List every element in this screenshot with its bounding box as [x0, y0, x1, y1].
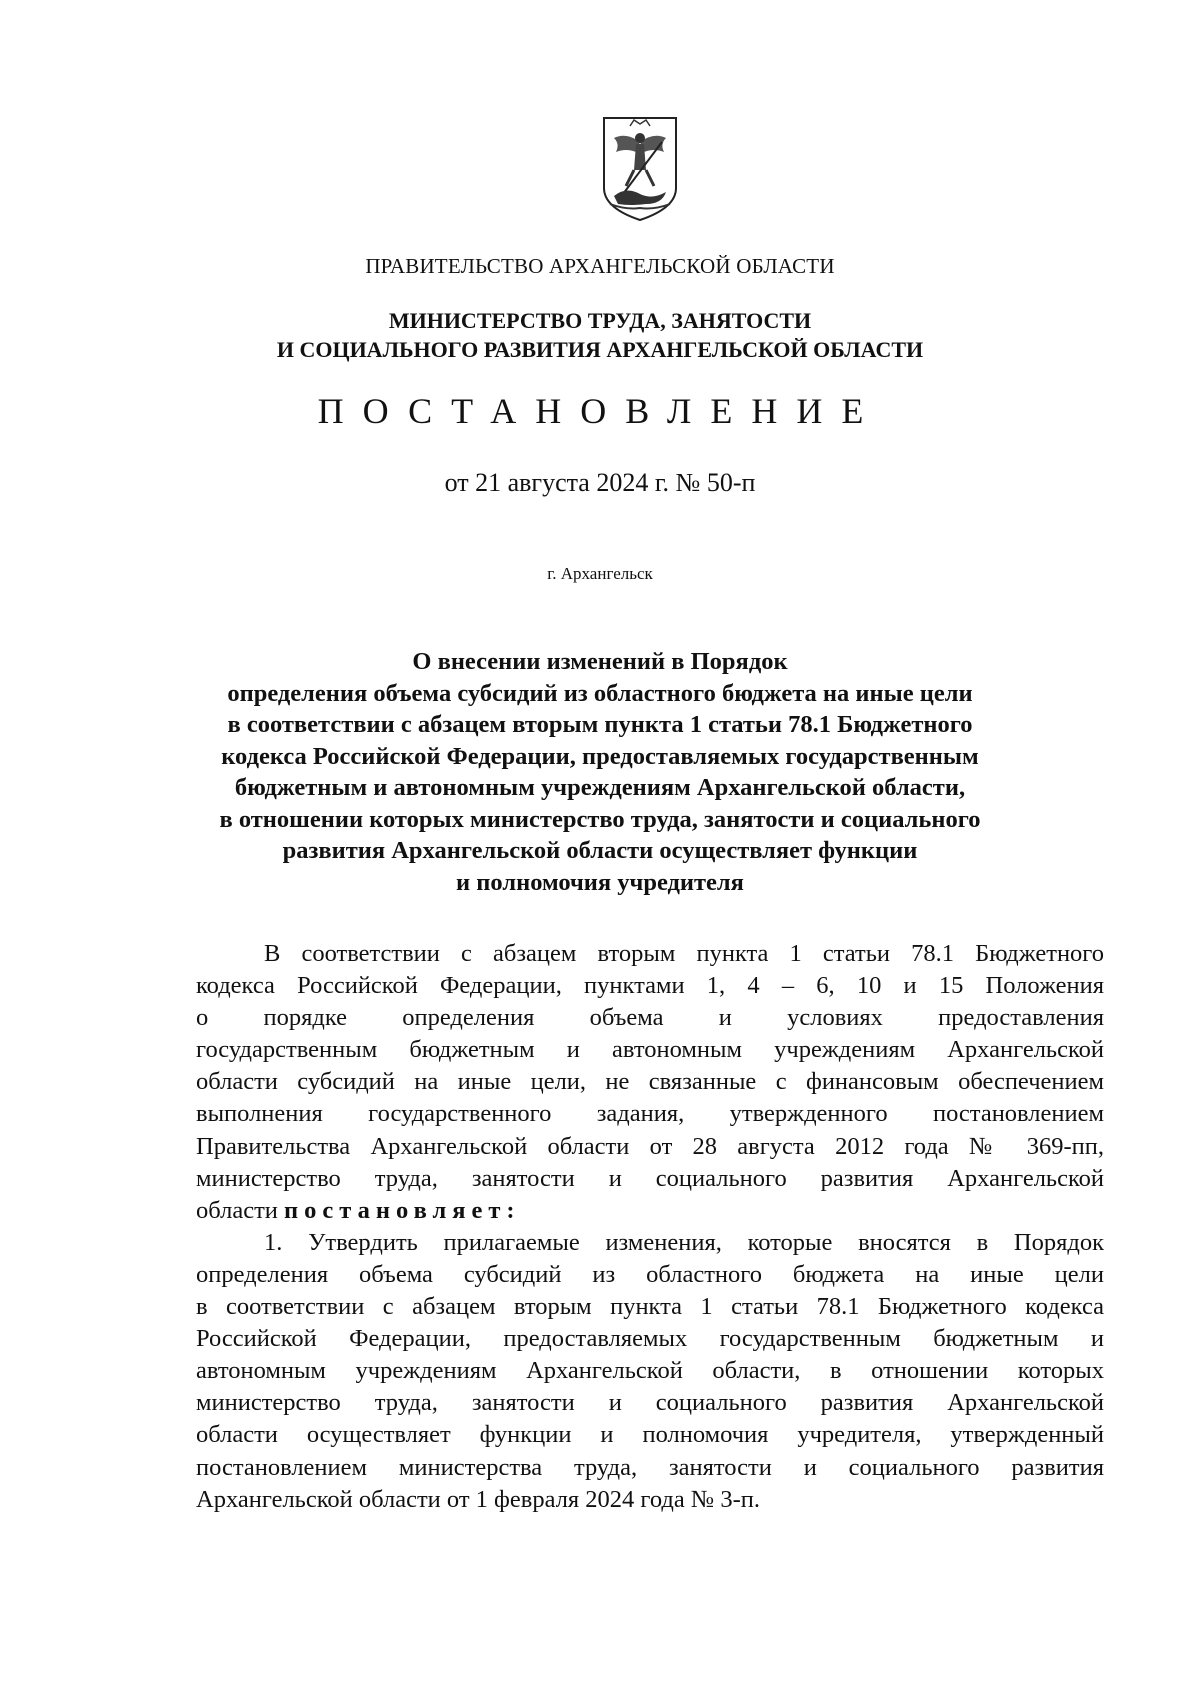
title-line: кодекса Российской Федерации, предоставляемых государственным: [221, 742, 979, 770]
body-line-text: области: [196, 1196, 278, 1224]
title-line: в отношении которых министерство труда, занятости и социального: [219, 805, 981, 833]
body-line: о порядке определения объема и условиях предоставления: [196, 1004, 1104, 1032]
body-line: Архангельской области от 1 февраля 2024 года № 3-п.: [196, 1485, 761, 1513]
document-title: [0, 646, 1200, 898]
ministry-line: МИНИСТЕРСТВО ТРУДА, ЗАНЯТОСТИ: [388, 308, 812, 333]
body-line: министерство труда, занятости и социального развития Архангельской: [196, 1164, 1104, 1192]
title-line: определения объема субсидий из областного бюджета на иные цели: [227, 679, 973, 707]
body-line: постановлением министерства труда, занятости и социального развития: [196, 1453, 1104, 1481]
document-body: [196, 938, 1104, 1516]
preamble-paragraph: [196, 938, 1104, 1227]
title-line: развития Архангельской области осуществляет функции: [282, 837, 918, 864]
ministry-line: И СОЦИАЛЬНОГО РАЗВИТИЯ АРХАНГЕЛЬСКОЙ ОБЛАСТИ: [276, 337, 924, 362]
body-line: в соответствии с абзацем вторым пункта 1 статьи 78.1 Бюджетного кодекса: [196, 1293, 1104, 1321]
title-line: в соответствии с абзацем вторым пункта 1 статьи 78.1 Бюджетного: [227, 711, 973, 738]
item-1-paragraph: [196, 1227, 1104, 1516]
body-line: Российской Федерации, предоставляемых государственным бюджетным и: [196, 1325, 1104, 1353]
title-line: и полномочия учредителя: [456, 868, 744, 896]
document-type: ПОСТАНОВЛЕНИЕ: [317, 391, 883, 431]
title-line: бюджетным и автономным учреждениям Архангельской области,: [234, 774, 966, 801]
resolves-word: постановляет:: [284, 1196, 521, 1224]
body-line: области субсидий на иные цели, не связанные с финансовым обеспечением: [196, 1068, 1104, 1096]
title-line: О внесении изменений в Порядок: [412, 648, 788, 675]
body-line: В соответствии с абзацем вторым пункта 1 статьи 78.1 Бюджетного: [264, 940, 1104, 967]
coat-of-arms-icon: [596, 112, 684, 224]
body-line: кодекса Российской Федерации, пунктами 1, 4 – 6, 10 и 15 Положения: [196, 972, 1104, 1000]
body-line: 1. Утвердить прилагаемые изменения, которые вносятся в Порядок: [264, 1228, 1104, 1256]
body-line: выполнения государственного задания, утвержденного постановлением: [196, 1100, 1104, 1128]
government-name: ПРАВИТЕЛЬСТВО АРХАНГЕЛЬСКОЙ ОБЛАСТИ: [365, 254, 835, 278]
body-line: определения объема субсидий из областного бюджета на иные цели: [196, 1260, 1104, 1288]
body-line: автономным учреждениям Архангельской области, в отношении которых: [196, 1357, 1104, 1385]
document-city: г. Архангельск: [547, 564, 653, 583]
ministry-name: [0, 306, 1200, 364]
body-line: [196, 1195, 1104, 1227]
body-line: области осуществляет функции и полномочия учредителя, утвержденный: [196, 1421, 1104, 1449]
body-line: Правительства Архангельской области от 28 августа 2012 года № 369-пп,: [196, 1132, 1104, 1160]
document-date-number: от 21 августа 2024 г. № 50-п: [444, 468, 756, 497]
body-line: государственным бюджетным и автономным учреждениям Архангельской: [196, 1036, 1104, 1064]
body-line: министерство труда, занятости и социального развития Архангельской: [196, 1389, 1104, 1417]
